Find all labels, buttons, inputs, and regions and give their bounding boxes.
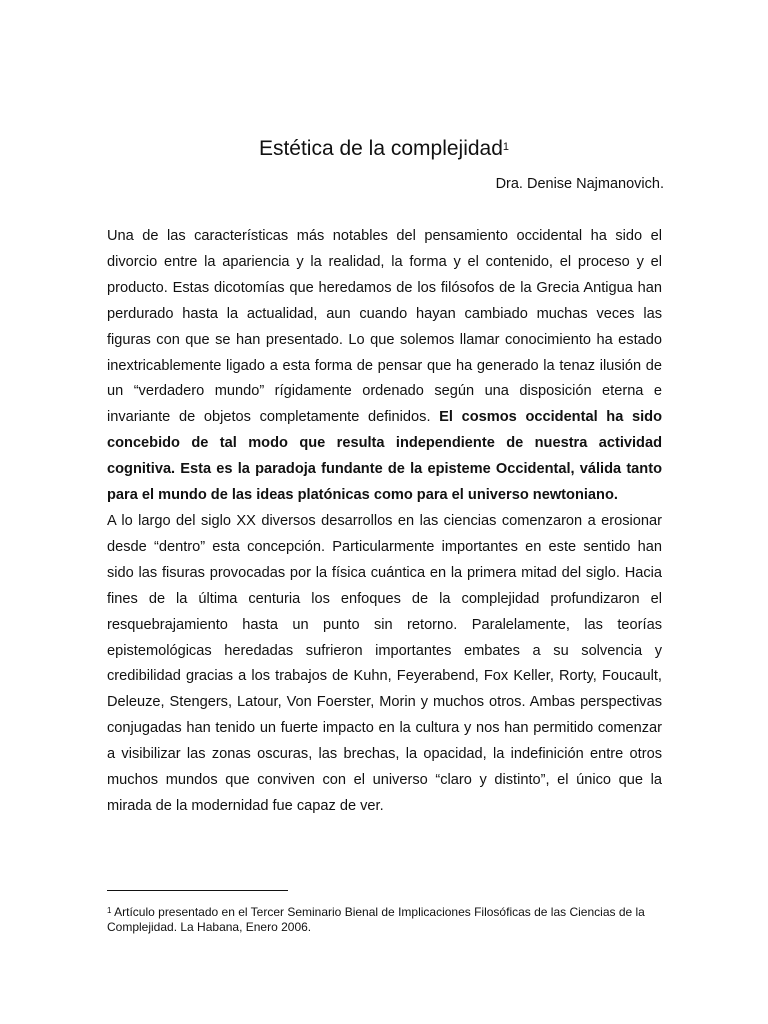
document-title	[0, 135, 768, 163]
paragraph-1	[107, 224, 662, 509]
title-footnote-mark: 1	[502, 141, 510, 153]
footnote-separator	[107, 890, 288, 891]
footnote	[107, 905, 662, 934]
body-text	[107, 224, 662, 820]
paragraph-1-bold: El cosmos occidental ha sido concebido de tal modo que resulta independiente de nuestra actividad cognitiva. Esta es la paradoja fundante de la episteme Occidental, válida tanto para el mundo de las ideas platónicas como para el universo newtoniano.	[107, 409, 662, 504]
paragraph-1-normal: Una de las características más notables del pensamiento occidental ha sido el divorcio entre la apariencia y la realidad, la forma y el contenido, el proceso y el producto. Estas dicotomías que heredamos de los filósofos de la Grecia Antigua han perdurado hasta la actualidad, aun cuando hayan cambiado muchas veces las figuras con que se han presentado. Lo que solemos llamar conocimiento ha estado inextricablemente ligado a esta forma de pensar que ha generado la tenaz ilusión de un “verdadero mundo” rígidamente ordenado según una disposición eterna e invariante de objetos completamente definidos.	[107, 228, 662, 426]
footnote-text: Artículo presentado en el Tercer Seminario Bienal de Implicaciones Filosóficas de las Ciencias de la Complejidad. La Habana, Enero 2006.	[107, 905, 645, 934]
author-name: Dra. Denise Najmanovich.	[495, 176, 664, 192]
title-text: Estética de la complejidad	[258, 137, 503, 160]
footnote-mark: 1	[107, 906, 112, 915]
paragraph-2: A lo largo del siglo XX diversos desarrollos en las ciencias comenzaron a erosionar desde “dentro” esta concepción. Particularmente importantes en este sentido han sido las fisuras provocadas por la física cuántica en la primera mitad del siglo. Hacia fines de la última centuria los enfoques de la complejidad profundizaron el resquebrajamiento hasta un punto sin retorno. Paralelamente, las teorías epistemológicas heredadas sufrieron importantes embates a su solvencia y credibilidad gracias a los trabajos de Kuhn, Feyerabend, Fox Keller, Rorty, Foucault, Deleuze, Stengers, Latour, Von Foerster, Morin y muchos otros. Ambas perspectivas conjugadas han tenido un fuerte impacto en la cultura y nos han permitido comenzar a visibilizar las zonas oscuras, las brechas, la opacidad, la indefinición entre otros muchos mundos que conviven con el universo “claro y distinto”, el único que la mirada de la modernidad fue capaz de ver.	[107, 512, 662, 814]
